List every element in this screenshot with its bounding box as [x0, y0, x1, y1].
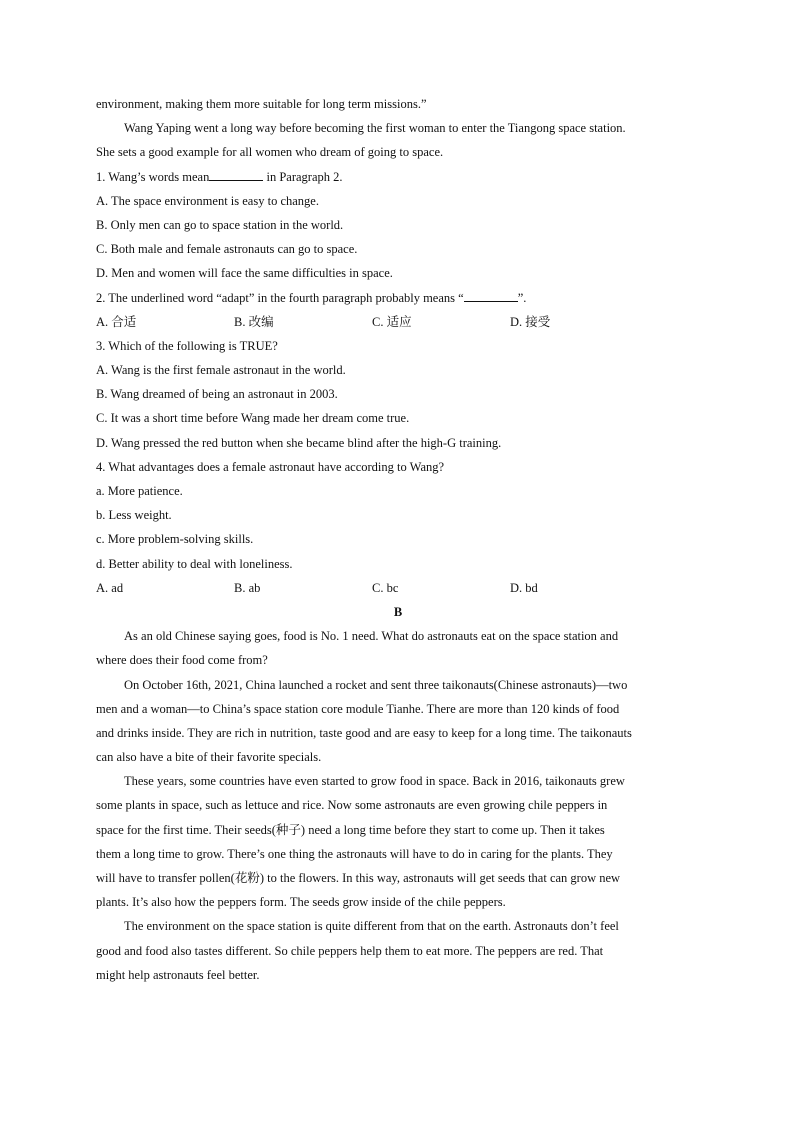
passage-b-line: plants. It’s also how the peppers form. The seeds grow inside of the chile peppers.	[96, 895, 506, 910]
question-4-option-d: D. bd	[510, 580, 538, 595]
question-2-option-d: D. 接受	[510, 314, 551, 329]
question-3-stem: 3. Which of the following is TRUE?	[96, 338, 278, 353]
passage-b-line: good and food also tastes different. So chile peppers help them to eat more. The peppers are red. That	[96, 943, 604, 958]
passage-b-line: will have to transfer pollen(花粉) to the flowers. In this way, astronauts will get seeds that can grow new	[96, 871, 621, 885]
passage-b-line: men and a woman—to China’s space station core module Tianhe. There are more than 120 kinds of food	[96, 701, 620, 716]
question-1-option-a: A. The space environment is easy to change.	[96, 193, 319, 208]
question-4-option-b: B. ab	[234, 580, 261, 595]
passage-b-line: where does their food come from?	[96, 653, 268, 668]
question-1-option-c: C. Both male and female astronauts can go to space.	[96, 242, 358, 257]
passage-b-line: some plants in space, such as lettuce and rice. Now some astronauts are even growing chile peppers in	[96, 798, 608, 813]
passage-b-line: As an old Chinese saying goes, food is No. 1 need. What do astronauts eat on the space station and	[124, 629, 619, 644]
question-2-option-c: C. 适应	[372, 314, 412, 329]
question-1-option-b: B. Only men can go to space station in the world.	[96, 217, 344, 232]
question-2-stem-after: ”.	[517, 290, 527, 305]
question-4-item-a: a. More patience.	[96, 484, 183, 498]
section-b-heading: B	[393, 604, 403, 619]
passage-b-line: The environment on the space station is quite different from that on the earth. Astronauts don’t feel	[124, 919, 619, 934]
question-2-option-b: B. 改编	[234, 314, 274, 329]
answer-blank[interactable]	[209, 168, 263, 181]
passage-b-line: On October 16th, 2021, China launched a rocket and sent three taikonauts(Chinese astronauts)—two	[124, 677, 628, 692]
question-2-option-a: A. 合适	[96, 314, 137, 329]
question-4-option-c: C. bc	[372, 580, 399, 595]
passage-b-line: them a long time to grow. There’s one thing the astronauts will have to do in caring for the plants. They	[96, 846, 613, 861]
question-4-item-c: c. More problem-solving skills.	[96, 532, 254, 547]
question-4-stem: 4. What advantages does a female astronaut have according to Wang?	[96, 459, 445, 474]
passage-b-line: might help astronauts feel better.	[96, 967, 260, 982]
section-b-passage	[96, 624, 700, 987]
passage-b-line: and drinks inside. They are rich in nutrition, taste good and are easy to keep for a long time. The taikonauts	[96, 725, 632, 740]
question-4-item-b: b. Less weight.	[96, 508, 172, 523]
question-2-stem	[96, 286, 700, 310]
passage-b-line: can also have a bite of their favorite specials.	[96, 750, 322, 765]
question-2-stem-before: 2. The underlined word “adapt” in the fourth paragraph probably means “	[96, 290, 464, 305]
passage-a-line: Wang Yaping went a long way before becoming the first woman to enter the Tiangong space station.	[124, 121, 626, 136]
question-4-item-d: d. Better ability to deal with loneliness.	[96, 556, 293, 571]
passage-b-line: space for the first time. Their seeds(种子) need a long time before they start to come up. Then it takes	[96, 822, 605, 837]
passage-a-line: environment, making them more suitable for long term missions.”	[96, 97, 427, 111]
question-4-options	[96, 576, 700, 600]
question-1-stem-before: 1. Wang’s words mean	[96, 169, 210, 184]
answer-blank[interactable]	[464, 289, 518, 302]
question-3-option-a: A. Wang is the first female astronaut in the world.	[96, 363, 346, 378]
question-2-options	[96, 310, 700, 334]
question-1-option-d: D. Men and women will face the same difficulties in space.	[96, 266, 393, 281]
question-3-option-d: D. Wang pressed the red button when she became blind after the high-G training.	[96, 435, 502, 450]
question-4-option-a: A. ad	[96, 580, 124, 595]
question-3-option-b: B. Wang dreamed of being an astronaut in 2003.	[96, 387, 338, 402]
document-page	[96, 92, 700, 987]
question-3-option-c: C. It was a short time before Wang made her dream come true.	[96, 411, 410, 426]
passage-a-line: She sets a good example for all women who dream of going to space.	[96, 145, 444, 160]
question-1-stem	[96, 165, 700, 189]
passage-b-line: These years, some countries have even started to grow food in space. Back in 2016, taikonauts grew	[124, 774, 625, 789]
question-1-stem-after: in Paragraph 2.	[263, 169, 343, 184]
